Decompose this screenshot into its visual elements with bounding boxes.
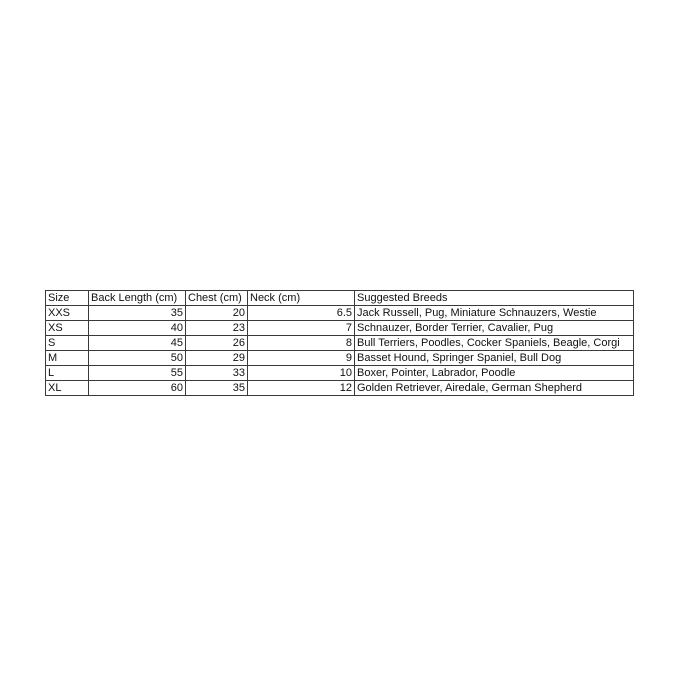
cell-suggested-breeds: Schnauzer, Border Terrier, Cavalier, Pug [355,321,634,336]
cell-size: M [46,351,89,366]
table-row [46,366,634,381]
cell-suggested-breeds: Jack Russell, Pug, Miniature Schnauzers, Westie [355,306,634,321]
table-row [46,306,634,321]
cell-chest: 23 [186,321,248,336]
cell-back-length: 35 [89,306,186,321]
cell-chest: 35 [186,381,248,396]
cell-size: S [46,336,89,351]
cell-neck: 9 [248,351,355,366]
table-row [46,381,634,396]
header-size: Size [46,291,89,306]
table-row [46,336,634,351]
cell-chest: 20 [186,306,248,321]
cell-size: L [46,366,89,381]
cell-back-length: 50 [89,351,186,366]
cell-chest: 29 [186,351,248,366]
cell-back-length: 60 [89,381,186,396]
size-chart-table [45,290,634,396]
cell-back-length: 40 [89,321,186,336]
cell-neck: 8 [248,336,355,351]
cell-size: XXS [46,306,89,321]
cell-chest: 26 [186,336,248,351]
header-chest: Chest (cm) [186,291,248,306]
cell-size: XL [46,381,89,396]
cell-neck: 12 [248,381,355,396]
cell-neck: 6.5 [248,306,355,321]
header-neck: Neck (cm) [248,291,355,306]
cell-neck: 10 [248,366,355,381]
header-back-length: Back Length (cm) [89,291,186,306]
header-suggested-breeds: Suggested Breeds [355,291,634,306]
cell-chest: 33 [186,366,248,381]
table-row [46,351,634,366]
cell-suggested-breeds: Bull Terriers, Poodles, Cocker Spaniels, Beagle, Corgi [355,336,634,351]
table-header-row [46,291,634,306]
cell-suggested-breeds: Basset Hound, Springer Spaniel, Bull Dog [355,351,634,366]
cell-suggested-breeds: Golden Retriever, Airedale, German Shepherd [355,381,634,396]
cell-suggested-breeds: Boxer, Pointer, Labrador, Poodle [355,366,634,381]
cell-size: XS [46,321,89,336]
cell-back-length: 55 [89,366,186,381]
cell-back-length: 45 [89,336,186,351]
cell-neck: 7 [248,321,355,336]
table-row [46,321,634,336]
